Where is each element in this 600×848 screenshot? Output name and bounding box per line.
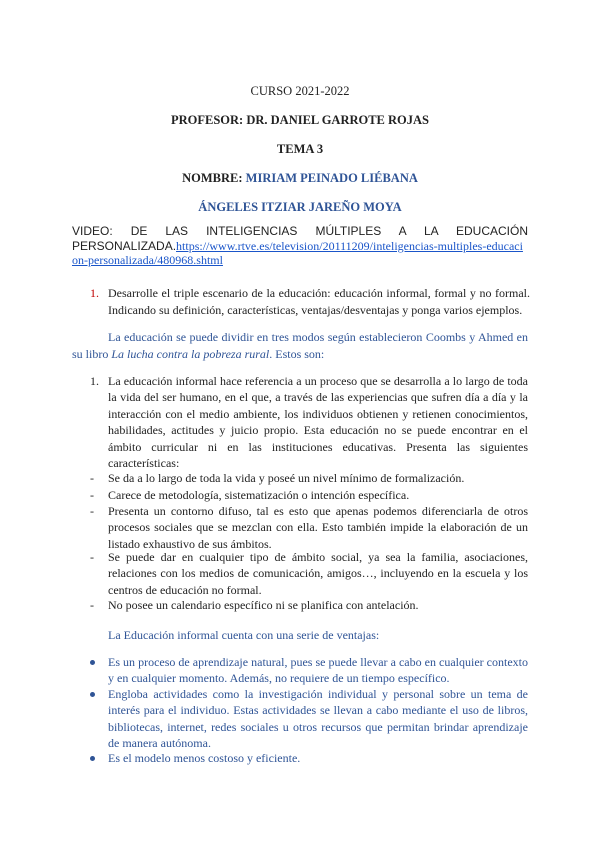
- characteristic-item: Presenta un contorno difuso, tal es esto que apenas podemos diferenciarla de otros procesos sociales que se mezclan con ella. Esto también impide la elaboración de un listado exhaustivo de sus ámbitos.: [108, 504, 528, 551]
- characteristic-item: Carece de metodología, sistematización o intención específica.: [108, 488, 410, 502]
- dash-marker: -: [90, 488, 94, 502]
- characteristic-item: Se puede dar en cualquier tipo de ámbito social, ya sea la familia, asociaciones, relaciones con los medios de comunicación, amigos…, incluyendo en la escuela y los centros de educación no formal.: [108, 550, 528, 597]
- intro-paragraph: [72, 329, 528, 363]
- topic-line: TEMA 3: [276, 142, 324, 156]
- dash-marker: -: [90, 504, 94, 518]
- name-value: MIRIAM PEINADO LIÉBANA: [245, 171, 418, 185]
- question-number: 1.: [90, 286, 99, 300]
- advantage-item: Es un proceso de aprendizaje natural, pues se puede llevar a cabo en cualquier contexto y en cualquier momento. Además, no requiere de un tiempo específico.: [108, 655, 528, 686]
- dash-marker: -: [90, 598, 94, 612]
- question-text: Desarrolle el triple escenario de la educación: educación informal, formal y no formal. Indicando su definición, características, ventajas/desventajas y ponga varios ejemplos.: [108, 286, 530, 317]
- advantage-item: Es el modelo menos costoso y eficiente.: [108, 751, 301, 765]
- dash-marker: -: [90, 550, 94, 564]
- video-label: VIDEO: DE LAS INTELIGENCIAS MÚLTIPLES A LA EDUCACIÓN PERSONALIZADA.: [72, 224, 528, 253]
- advantages-intro: La Educación informal cuenta con una serie de ventajas:: [108, 628, 380, 642]
- intro-after-book: . Estos son:: [269, 347, 325, 361]
- video-reference: [72, 224, 528, 268]
- characteristic-item: Se da a lo largo de toda la vida y poseé un nivel mínimo de formalización.: [108, 471, 465, 485]
- advantage-item: Engloba actividades como la investigación individual y personal sobre un tema de interés para el individuo. Estas actividades se llevan a cabo mediante el uso de libros, bibliotecas, internet, redes sociales u otros recursos que permitan brindar aprendizaje de manera autónoma.: [108, 687, 528, 751]
- book-title: La lucha contra la pobreza rural: [111, 347, 270, 361]
- name-label: NOMBRE:: [182, 171, 243, 185]
- student-name-line: [0, 171, 600, 186]
- bullet-dot-icon: [90, 660, 95, 665]
- course-year: CURSO 2021-2022: [250, 84, 350, 98]
- professor-line: PROFESOR: DR. DANIEL GARROTE ROJAS: [170, 113, 429, 127]
- video-link[interactable]: https://www.rtve.es/television/20111209/inteligencias-multiples-educacion-personalizada/480968.shtml: [72, 238, 523, 267]
- characteristic-item: No posee un calendario específico ni se planifica con antelación.: [108, 598, 419, 612]
- section-number: 1.: [90, 374, 99, 388]
- bullet-dot-icon: [90, 692, 95, 697]
- bullet-dot-icon: [90, 756, 95, 761]
- second-student-name: ÁNGELES ITZIAR JAREÑO MOYA: [198, 200, 402, 214]
- dash-marker: -: [90, 471, 94, 485]
- intro-before-book: La educación se puede dividir en tres modos según establecieron Coombs y Ahmed en su libro: [72, 330, 528, 361]
- section1-text: La educación informal hace referencia a un proceso que se desarrolla a lo largo de toda la vida del ser humano, en el que, a través de las experiencias que sufren día a día y la interacción con el medio ambiente, los individuos obtienen y retienen conocimientos, habilidades, actitudes y juicio propio. Esta educación no se puede encontrar en el ámbito curricular ni en las instituciones educativas. Presenta las siguientes características:: [108, 374, 528, 471]
